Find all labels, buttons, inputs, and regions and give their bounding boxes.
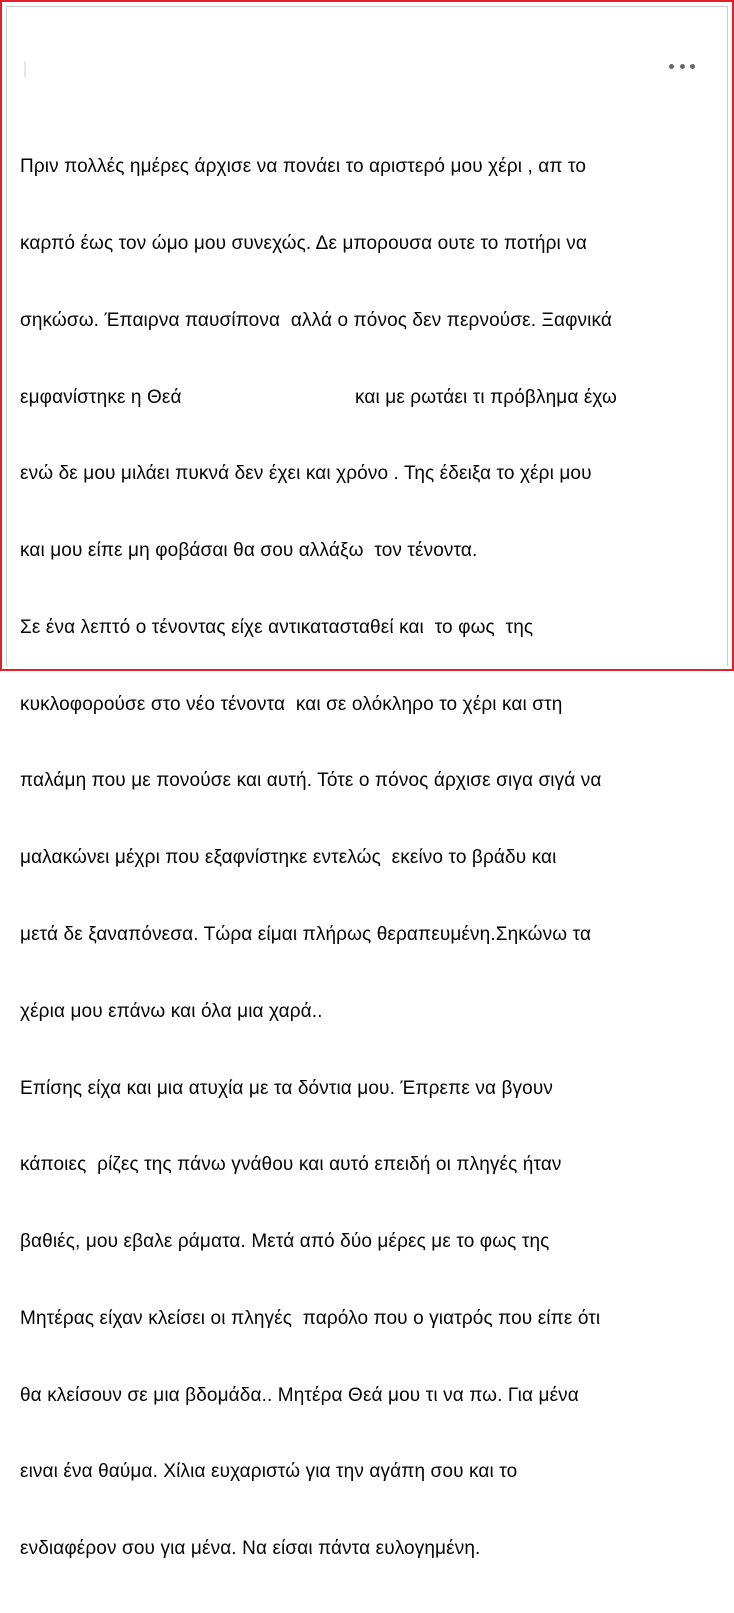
redacted-name [187,388,355,408]
post-line: θα κλείσουν σε μια βδομάδα.. Μητέρα Θεά μου τι να πω. Για μένα [20,1384,579,1406]
dot-icon [690,64,695,69]
post-line-part: και με ρωτάει τι πρόβλημα έχω [355,386,617,408]
post-line: βαθιές, μου εβαλε ράματα. Μετά από δύο μέρες με το φως της [20,1231,550,1253]
post-line: μετά δε ξαναπόνεσα. Τώρα είμαι πλήρως θεραπευμένη.Σηκώνω τα [20,924,592,945]
author-name-placeholder [24,61,26,77]
post-line: κυκλοφορούσε στο νέο τένοντα και σε ολόκληρο το χέρι και στη [20,693,563,715]
post-line: Μητέρας είχαν κλείσει οι πληγές παρόλο που ο γιατρός που είπε ότι [20,1307,601,1329]
post-line: Σε ένα λεπτό ο τένοντας είχε αντικατασταθεί και το φως της [20,616,534,638]
post-line: καρπό έως τον ώμο μου συνεχώς. Δε μπορουσα ουτε το ποτήρι να [20,232,587,254]
post-line: Πριν πολλές ημέρες άρχισε να πονάει το αριστερό μου χέρι , απ το [20,156,587,178]
dot-icon [669,64,674,69]
post-line: κάποιες ρίζες της πάνω γνάθου και αυτό επειδή οι πληγές ήταν [20,1154,562,1176]
post-line: ενδιαφέρον σου για μένα. Να είσαι πάντα ευλογημένη. [20,1538,481,1560]
post-line-part: εμφανίστηκε η Θεά [20,386,188,408]
post-line: ειναι ένα θαύμα. Χίλια ευχαριστώ για την αγάπη σου και το [20,1461,518,1483]
post-line: και μου είπε μη φοβάσαι θα σου αλλάξω τον τένοντα. [20,540,478,562]
post-line-with-redaction [20,385,720,411]
post-line: μαλακώνει μέχρι που εξαφνίστηκε εντελώς εκείνο το βράδυ και [20,847,557,869]
post-line: ενώ δε μου μιλάει πυκνά δεν έχει και χρόνο . Της έδειξα το χέρι μου [20,463,592,485]
post-line: χέρια μου επάνω και όλα μια χαρά.. [20,1000,323,1022]
dot-icon [680,64,685,69]
post-line: παλάμη που με πονούσε και αυτή. Τότε ο πόνος άρχισε σιγα σιγά να [20,770,602,792]
more-options-icon[interactable] [669,59,695,73]
post-line: σηκώσω. Έπαιρνα παυσίπονα αλλά ο πόνος δεν περνούσε. Ξαφνικά [20,309,612,331]
post-body-text [20,103,720,1613]
post-line: Επίσης είχα και μια ατυχία με τα δόντια μου. Έπρεπε να βγουν [20,1077,553,1099]
